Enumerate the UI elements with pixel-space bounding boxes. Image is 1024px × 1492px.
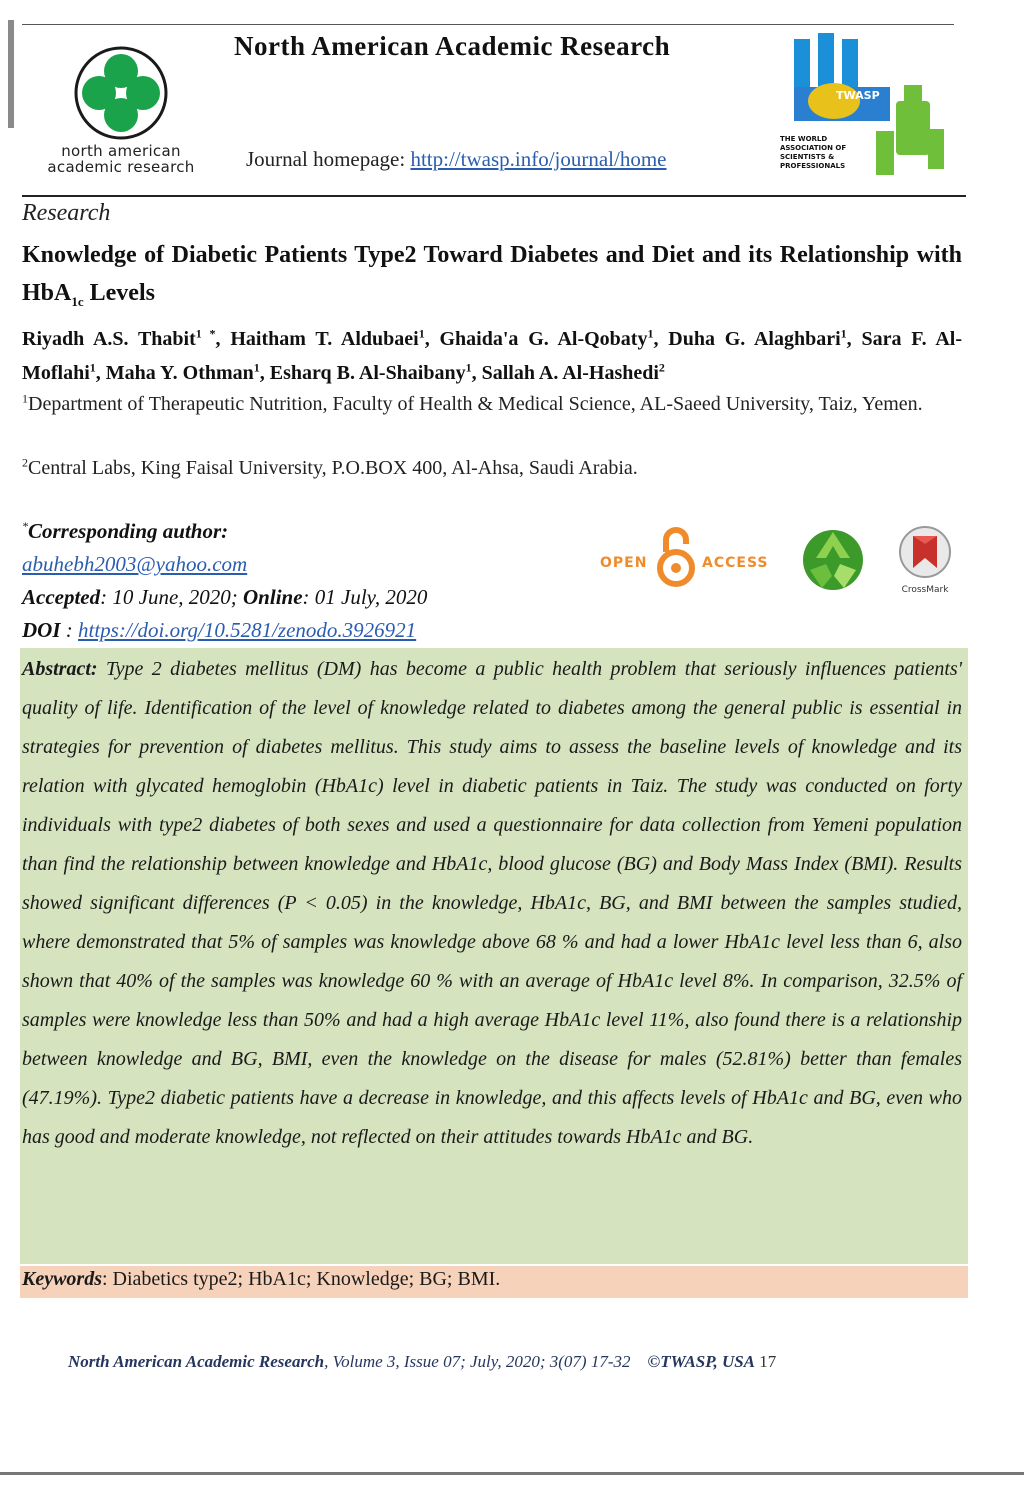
keywords-text: : Diabetics type2; HbA1c; Knowledge; BG; BMI.: [102, 1268, 501, 1290]
page-number: 17: [755, 1352, 777, 1371]
corresponding-email-link[interactable]: abuhebh2003@yahoo.com: [22, 552, 248, 576]
author: Sallah A. Al-Hashedi: [481, 362, 659, 384]
affiliation-1-text: Department of Therapeutic Nutrition, Faculty of Health & Medical Science, AL-Saeed University, Taiz, Yemen.: [28, 393, 923, 415]
affiliation-1: [22, 388, 962, 420]
abstract: [22, 650, 962, 1157]
author-list: Riyadh A.S. Thabit$^{1 *}$, Haitham T. Aldubaei$^1$, Ghaida'a G. Al-Qobaty$^1$, Duha G. Alaghbari$^1$, Sara F. Al-Moflahi$^1$, Maha Y. Othman$^1$, Esharq B. Al-Shaibany$^1$, Sallah A. Al-Hashedi$^2$: [22, 326, 962, 384]
title-main: Knowledge of Diabetic Patients Type2 Toward Diabetes and Diet and its Relationship with HbA: [22, 242, 962, 306]
author-affil-mark: 1: [418, 326, 425, 341]
author: Haitham T. Aldubaei: [230, 328, 419, 350]
open-label: OPEN: [600, 555, 648, 571]
access-label: ACCESS: [702, 555, 769, 571]
journal-header: [22, 25, 954, 195]
affiliation-1-num: 1: [22, 391, 28, 406]
author-affil-mark: 2: [658, 360, 665, 375]
crossmark-label: CrossMark: [901, 585, 949, 595]
doi-line: DOI : https://doi.org/10.5281/zenodo.3926921: [22, 618, 417, 642]
article-title: [22, 236, 962, 312]
author: Riyadh A.S. Thabit: [22, 328, 196, 350]
recycle-logo: [796, 524, 870, 596]
footer-details: , Volume 3, Issue 07; July, 2020; 3(07) 17-32: [324, 1352, 631, 1371]
journal-title: North American Academic Research: [234, 31, 671, 61]
author-affil-mark: 1: [465, 360, 472, 375]
twasp-label: TWASP: [836, 89, 880, 102]
keywords-label: Keywords: [22, 1268, 102, 1290]
open-lock-icon: [656, 526, 696, 588]
abstract-label: Abstract:: [22, 658, 98, 680]
naar-logo: [36, 45, 206, 195]
author: Duha G. Alaghbari: [668, 328, 841, 350]
abstract-box: [20, 648, 968, 1264]
author: Sara F. Al-Moflahi: [22, 328, 962, 384]
dates-line: Accepted: 10 June, 2020; Online: 01 July, 2020: [22, 585, 428, 609]
author-affil-mark: 1: [253, 360, 260, 375]
twasp-logo: [778, 31, 954, 193]
page-footer: [68, 1352, 776, 1372]
crossmark-logo[interactable]: [890, 524, 960, 600]
doi-link[interactable]: https://doi.org/10.5281/zenodo.3926921: [78, 618, 417, 642]
logo-text-line1: north american: [61, 142, 181, 160]
bottom-rule: [0, 1472, 1024, 1475]
logo-text-line2: academic research: [47, 158, 195, 176]
title-subscript: 1c: [71, 293, 84, 309]
author-affil-mark: 1 *: [195, 326, 216, 341]
author-affil-mark: 1: [647, 326, 654, 341]
clover-icon: [73, 45, 169, 141]
corresponding-author-label: *Corresponding author:: [22, 519, 229, 543]
affiliation-2-num: 2: [22, 455, 28, 470]
author-affil-mark: 1: [840, 326, 847, 341]
author: Maha Y. Othman: [105, 362, 254, 384]
open-access-badge: [600, 526, 780, 590]
homepage-label: Journal homepage:: [246, 147, 411, 171]
corresponding-block: [22, 515, 427, 647]
abstract-text: Type 2 diabetes mellitus (DM) has become a public health problem that seriously influences patients' quality of life. Identification of the level of knowledge related to diabetes among the general public is essential in strategies for prevention of diabetes mellitus. This study aims to assess the baseline levels of knowledge and its relation with glycated hemoglobin (HbA1c) level in diabetic patients in Taiz. The study was conducted on forty individuals with type2 diabetes of both sexes and used a questionnaire for data collection from Yemeni population than find the relationship between knowledge and HbA1c, blood glucose (BG) and Body Mass Index (BMI). Results showed significant differences (P < 0.05) in the knowledge, HbA1c, BG, and BMI between the samples studied, where demonstrated that 5% of samples was knowledge above 68 % and had a lower HbA1c level less than 6, also shown that 40% of the samples was knowledge 60 % with an average of HbA1c level 8%. In comparison, 32.5% of samples were knowledge less than 50% and had a high average HbA1c level 11%, also found there is a relationship between knowledge and BG, BMI, even the knowledge on the disease for males (52.81%) better than females (47.19%). Type2 diabetic patients have a decrease in knowledge, and this affects levels of HbA1c and BG, even who has good and moderate knowledge, not reflected on their attitudes towards HbA1c and BG.: [22, 658, 962, 1148]
footer-journal: North American Academic Research: [68, 1352, 325, 1371]
author-affil-mark: 1: [89, 360, 96, 375]
journal-homepage: [246, 147, 667, 172]
title-end: Levels: [83, 280, 155, 306]
keywords: [22, 1268, 500, 1291]
author: Esharq B. Al-Shaibany: [269, 362, 466, 384]
footer-copyright: ©TWASP, USA: [647, 1352, 756, 1371]
crossmark-icon: [897, 524, 953, 580]
header-rule: [22, 195, 966, 197]
recycle-globe-icon: [796, 524, 870, 596]
homepage-link[interactable]: http://twasp.info/journal/home: [410, 147, 667, 171]
affiliation-2-text: Central Labs, King Faisal University, P.O.BOX 400, Al-Ahsa, Saudi Arabia.: [28, 457, 638, 479]
keywords-box: [20, 1266, 968, 1298]
affiliation-2: [22, 452, 962, 484]
article-type: Research: [22, 200, 111, 226]
twasp-description: THE WORLD ASSOCIATION OF SCIENTISTS & PROFESSIONALS: [780, 135, 847, 170]
author: Ghaida'a G. Al-Qobaty: [439, 328, 648, 350]
scan-edge-bar: [8, 20, 14, 128]
